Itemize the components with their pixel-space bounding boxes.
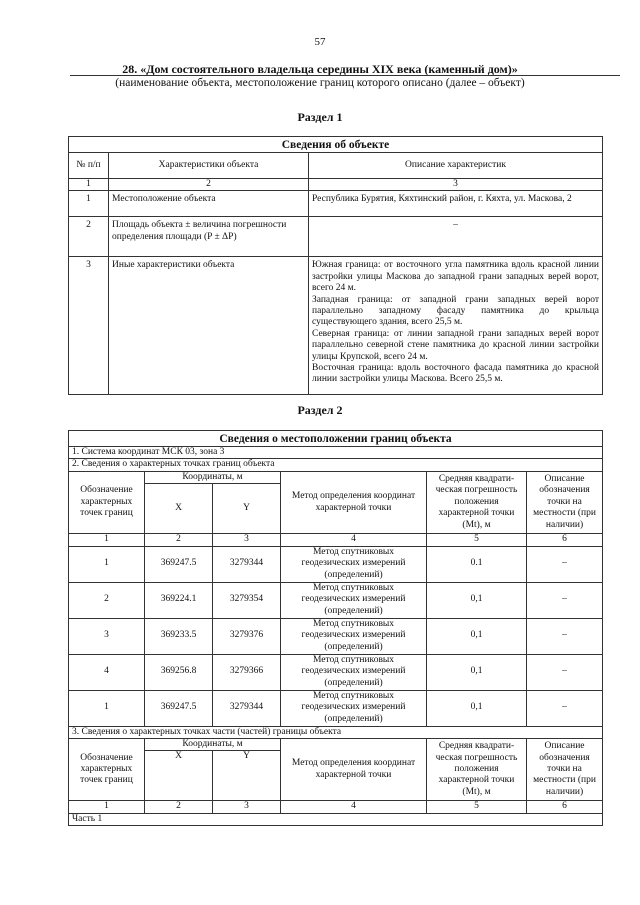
row-description: – [309,217,603,257]
header-number: № п/п [69,153,109,179]
col-number-2: 2 [109,179,309,191]
part-label: Часть 1 [69,813,603,825]
parts-col-number-4: 4 [281,801,427,813]
point-method: Метод спутниковых геодезических измерений (определений) [281,582,427,618]
row-characteristic: Площадь объекта ± величина погрешности определения площади (P ± ΔP) [109,217,309,257]
table-row [69,217,603,257]
point-x: 369256.8 [145,654,213,690]
row-characteristic: Иные характеристики объекта [109,257,309,395]
col-number-2: 2 [145,534,213,546]
col-number-3: 3 [213,534,281,546]
point-error: 0,1 [427,690,527,726]
object-info-table [68,136,603,395]
section-2-heading: Раздел 2 [297,403,343,417]
point-y: 3279376 [213,618,281,654]
header-error: Средняя квадрати-ческая погрешность положения характерной точки (Mt), м [427,471,527,533]
parts-header-error: Средняя квадрати-ческая погрешность положения характерной точки (Mt), м [427,739,527,801]
header-coordinates: Координаты, м [145,471,281,483]
parts-header-method: Метод определения координат характерной точки [281,739,427,801]
parts-col-number-5: 5 [427,801,527,813]
header-description: Описание характеристик [309,153,603,179]
point-y: 3279366 [213,654,281,690]
point-error: 0.1 [427,546,527,582]
point-description: – [527,618,603,654]
coordinate-system: 1. Система координат МСК 03, зона 3 [69,447,603,459]
parts-header-point-designation: Обозначение характерных точек границ [69,739,145,801]
point-description: – [527,654,603,690]
boundary-descriptions [309,257,603,395]
row-number: 2 [69,217,109,257]
header-x: X [145,484,213,534]
point-method: Метод спутниковых геодезических измерений (определений) [281,654,427,690]
west-boundary-text: Западная граница: от западной грани западных верей ворот параллельно западному фасаду памятника до крыльца существующего здания, всего 25,5 м. [312,294,599,328]
parts-header-x: X [145,751,213,801]
point-id: 3 [69,618,145,654]
parts-col-number-2: 2 [145,801,213,813]
parts-header-y: Y [213,751,281,801]
row-characteristic: Местоположение объекта [109,191,309,217]
point-y: 3279344 [213,546,281,582]
parts-col-number-3: 3 [213,801,281,813]
point-method: Метод спутниковых геодезических измерений (определений) [281,546,427,582]
boundary-points-table [68,430,603,826]
parts-section-title: 3. Сведения о характерных точках части (частей) границы объекта [69,726,603,738]
header-method: Метод определения координат характерной точки [281,471,427,533]
parts-col-number-6: 6 [527,801,603,813]
north-boundary-text: Северная граница: от линии западной грани западных верей ворот параллельно северной стене памятника до красной линии застройки улицы Крупской, всего 24 м. [312,328,599,362]
point-id: 1 [69,546,145,582]
col-number-4: 4 [281,534,427,546]
row-number: 1 [69,191,109,217]
header-y: Y [213,484,281,534]
point-error: 0,1 [427,654,527,690]
point-description: – [527,582,603,618]
header-point-description: Описание обозначения точки на местности (при наличии) [527,471,603,533]
table-row [69,582,603,618]
col-number-6: 6 [527,534,603,546]
col-number-1: 1 [69,534,145,546]
col-number-1: 1 [69,179,109,191]
table-row [69,618,603,654]
point-error: 0,1 [427,618,527,654]
table-row [69,191,603,217]
page-number: 57 [314,36,326,48]
document-title: 28. «Дом состоятельного владельца середины XIX века (каменный дом)» [122,62,518,76]
south-boundary-text: Южная граница: от восточного угла памятника вдоль красной линии застройки улицы Маскова до западной грани западных верей ворот, всего 24 м. [312,260,599,294]
col-number-5: 5 [427,534,527,546]
parts-header-point-description: Описание обозначения точки на местности (при наличии) [527,739,603,801]
point-x: 369233.5 [145,618,213,654]
table-row [69,546,603,582]
point-x: 369247.5 [145,690,213,726]
col-number-3: 3 [309,179,603,191]
row-description: Республика Бурятия, Кяхтинский район, г. Кяхта, ул. Маскова, 2 [309,191,603,217]
point-description: – [527,546,603,582]
parts-header-coordinates: Координаты, м [145,739,281,751]
boundary-table-title: Сведения о местоположении границ объекта [69,431,603,447]
section-1-heading: Раздел 1 [297,110,343,124]
point-method: Метод спутниковых геодезических измерений (определений) [281,690,427,726]
header-characteristic: Характеристики объекта [109,153,309,179]
point-y: 3279344 [213,690,281,726]
title-underline [70,75,620,76]
points-section-title: 2. Сведения о характерных точках границ объекта [69,459,603,471]
point-y: 3279354 [213,582,281,618]
east-boundary-text: Восточная граница: вдоль восточного фасада памятника до красной линии застройки улицы Маскова. Всего 25,5 м. [312,363,599,385]
header-point-designation: Обозначение характерных точек границ [69,471,145,533]
point-method: Метод спутниковых геодезических измерений (определений) [281,618,427,654]
point-id: 4 [69,654,145,690]
object-info-table-title: Сведения об объекте [69,137,603,153]
point-description: – [527,690,603,726]
table-row [69,654,603,690]
point-error: 0,1 [427,582,527,618]
point-id: 1 [69,690,145,726]
point-x: 369224.1 [145,582,213,618]
document-subtitle: (наименование объекта, местоположение границ которого описано (далее – объект) [115,77,525,89]
parts-col-number-1: 1 [69,801,145,813]
table-row [69,690,603,726]
point-x: 369247.5 [145,546,213,582]
point-id: 2 [69,582,145,618]
table-row [69,257,603,395]
row-number: 3 [69,257,109,395]
